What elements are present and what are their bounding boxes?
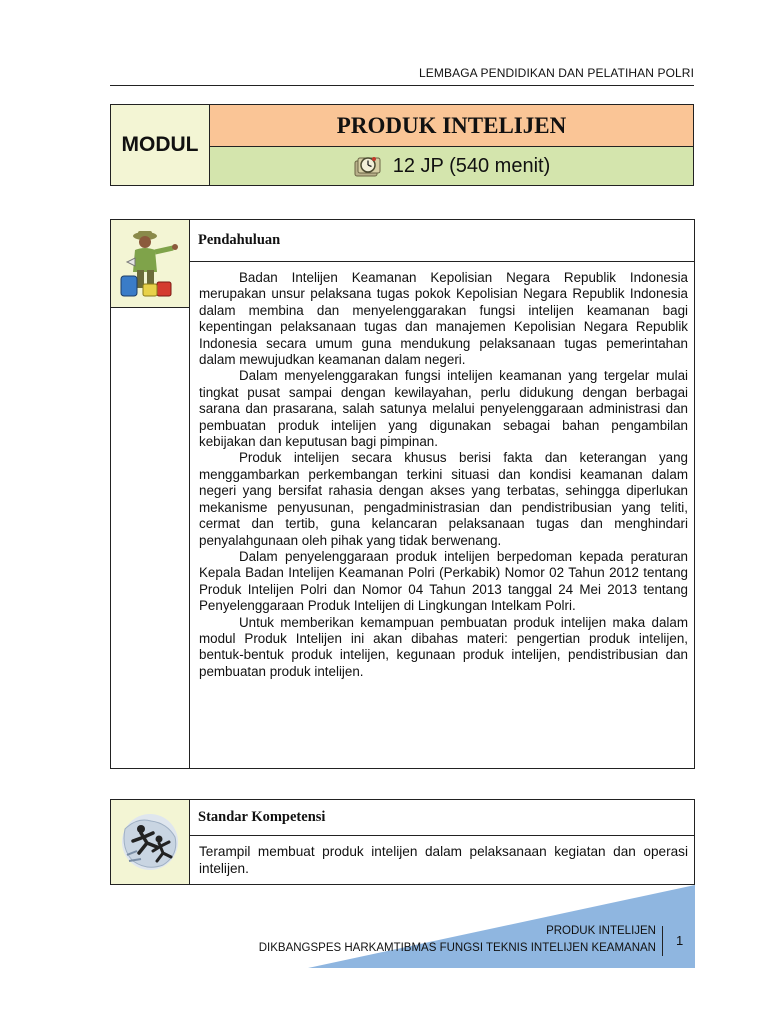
intro-paragraph: Dalam menyelenggarakan fungsi intelijen keamanan yang tergelar mulai tingkat pusat sampai dengan kewilayahan, perlu didukung dengan berbagai sarana dan prasarana, salah satunya melalui penyelenggaraan administrasi dan pembuatan produk intelijen yang digunakan sebagai bahan pengambilan kebijakan dan keputusan bagi pimpinan. xyxy=(199,368,688,450)
intro-heading: Pendahuluan xyxy=(190,220,694,262)
competence-heading: Standar Kompetensi xyxy=(190,800,694,836)
footer-separator xyxy=(662,926,663,956)
duration-text: 12 JP (540 menit) xyxy=(392,154,551,177)
intro-paragraph: Produk intelijen secara khusus berisi fakta dan keterangan yang menggambarkan perkembangan terkini situasi dan kondisi keamanan dalam negeri yang bersifat rahasia dengan akses yang terbatas, sehingga diperlukan mekanisme penyusunan, pengadministrasian dan pendistribusian yang teliti, cermat dan tertib, guna kelancaran pelaksanaan tugas dan menghindari penyalahgunaan oleh pihak yang tidak berwenang. xyxy=(199,450,688,548)
footer-module-name: PRODUK INTELIJEN xyxy=(546,925,656,937)
competence-text: Terampil membuat produk intelijen dalam pelaksanaan kegiatan dan operasi intelijen. xyxy=(199,844,688,876)
running-header: LEMBAGA PENDIDIKAN DAN PELATIHAN POLRI xyxy=(419,66,694,80)
page-number: 1 xyxy=(676,933,684,948)
footer-course-name: DIKBANGSPES HARKAMTIBMAS FUNGSI TEKNIS INTELIJEN KEAMANAN xyxy=(258,942,656,954)
intro-paragraph: Badan Intelijen Keamanan Kepolisian Negara Republik Indonesia merupakan unsur pelaksana tugas pokok Kepolisian Negara Republik Indonesia dalam membina dan menyelenggarakan fungsi intelijen keamanan bagi kepentingan pelaksanaan tugas dan manajemen Kepolisian Negara Republik Indonesia secara umum guna mendukung pelaksanaan tugas pemerintahan dalam mewujudkan keamanan dalam negeri. xyxy=(199,270,688,368)
intro-paragraph: Untuk memberikan kemampuan pembuatan produk intelijen maka dalam modul Produk Intelijen ini akan dibahas materi: pengertian produk intelijen, bentuk-bentuk produk intelijen, kegunaan produk intelijen, pendistribusian dan pembuatan produk intelijen. xyxy=(199,614,688,679)
module-title: PRODUK INTELIJEN xyxy=(210,105,693,147)
module-label: MODUL xyxy=(111,105,210,185)
intro-paragraph: Dalam penyelenggaraan produk intelijen berpedoman kepada peraturan Kepala Badan Intelijen Keamanan Polri (Perkabik) Nomor 02 Tahun 2012 tentang Produk Intelijen Polri dan Nomor 04 Tahun 2013 tanggal 24 Mei 2013 tentang Penyelenggaraan Produk Intelijen di Lingkungan Intelkam Polri. xyxy=(199,548,688,614)
